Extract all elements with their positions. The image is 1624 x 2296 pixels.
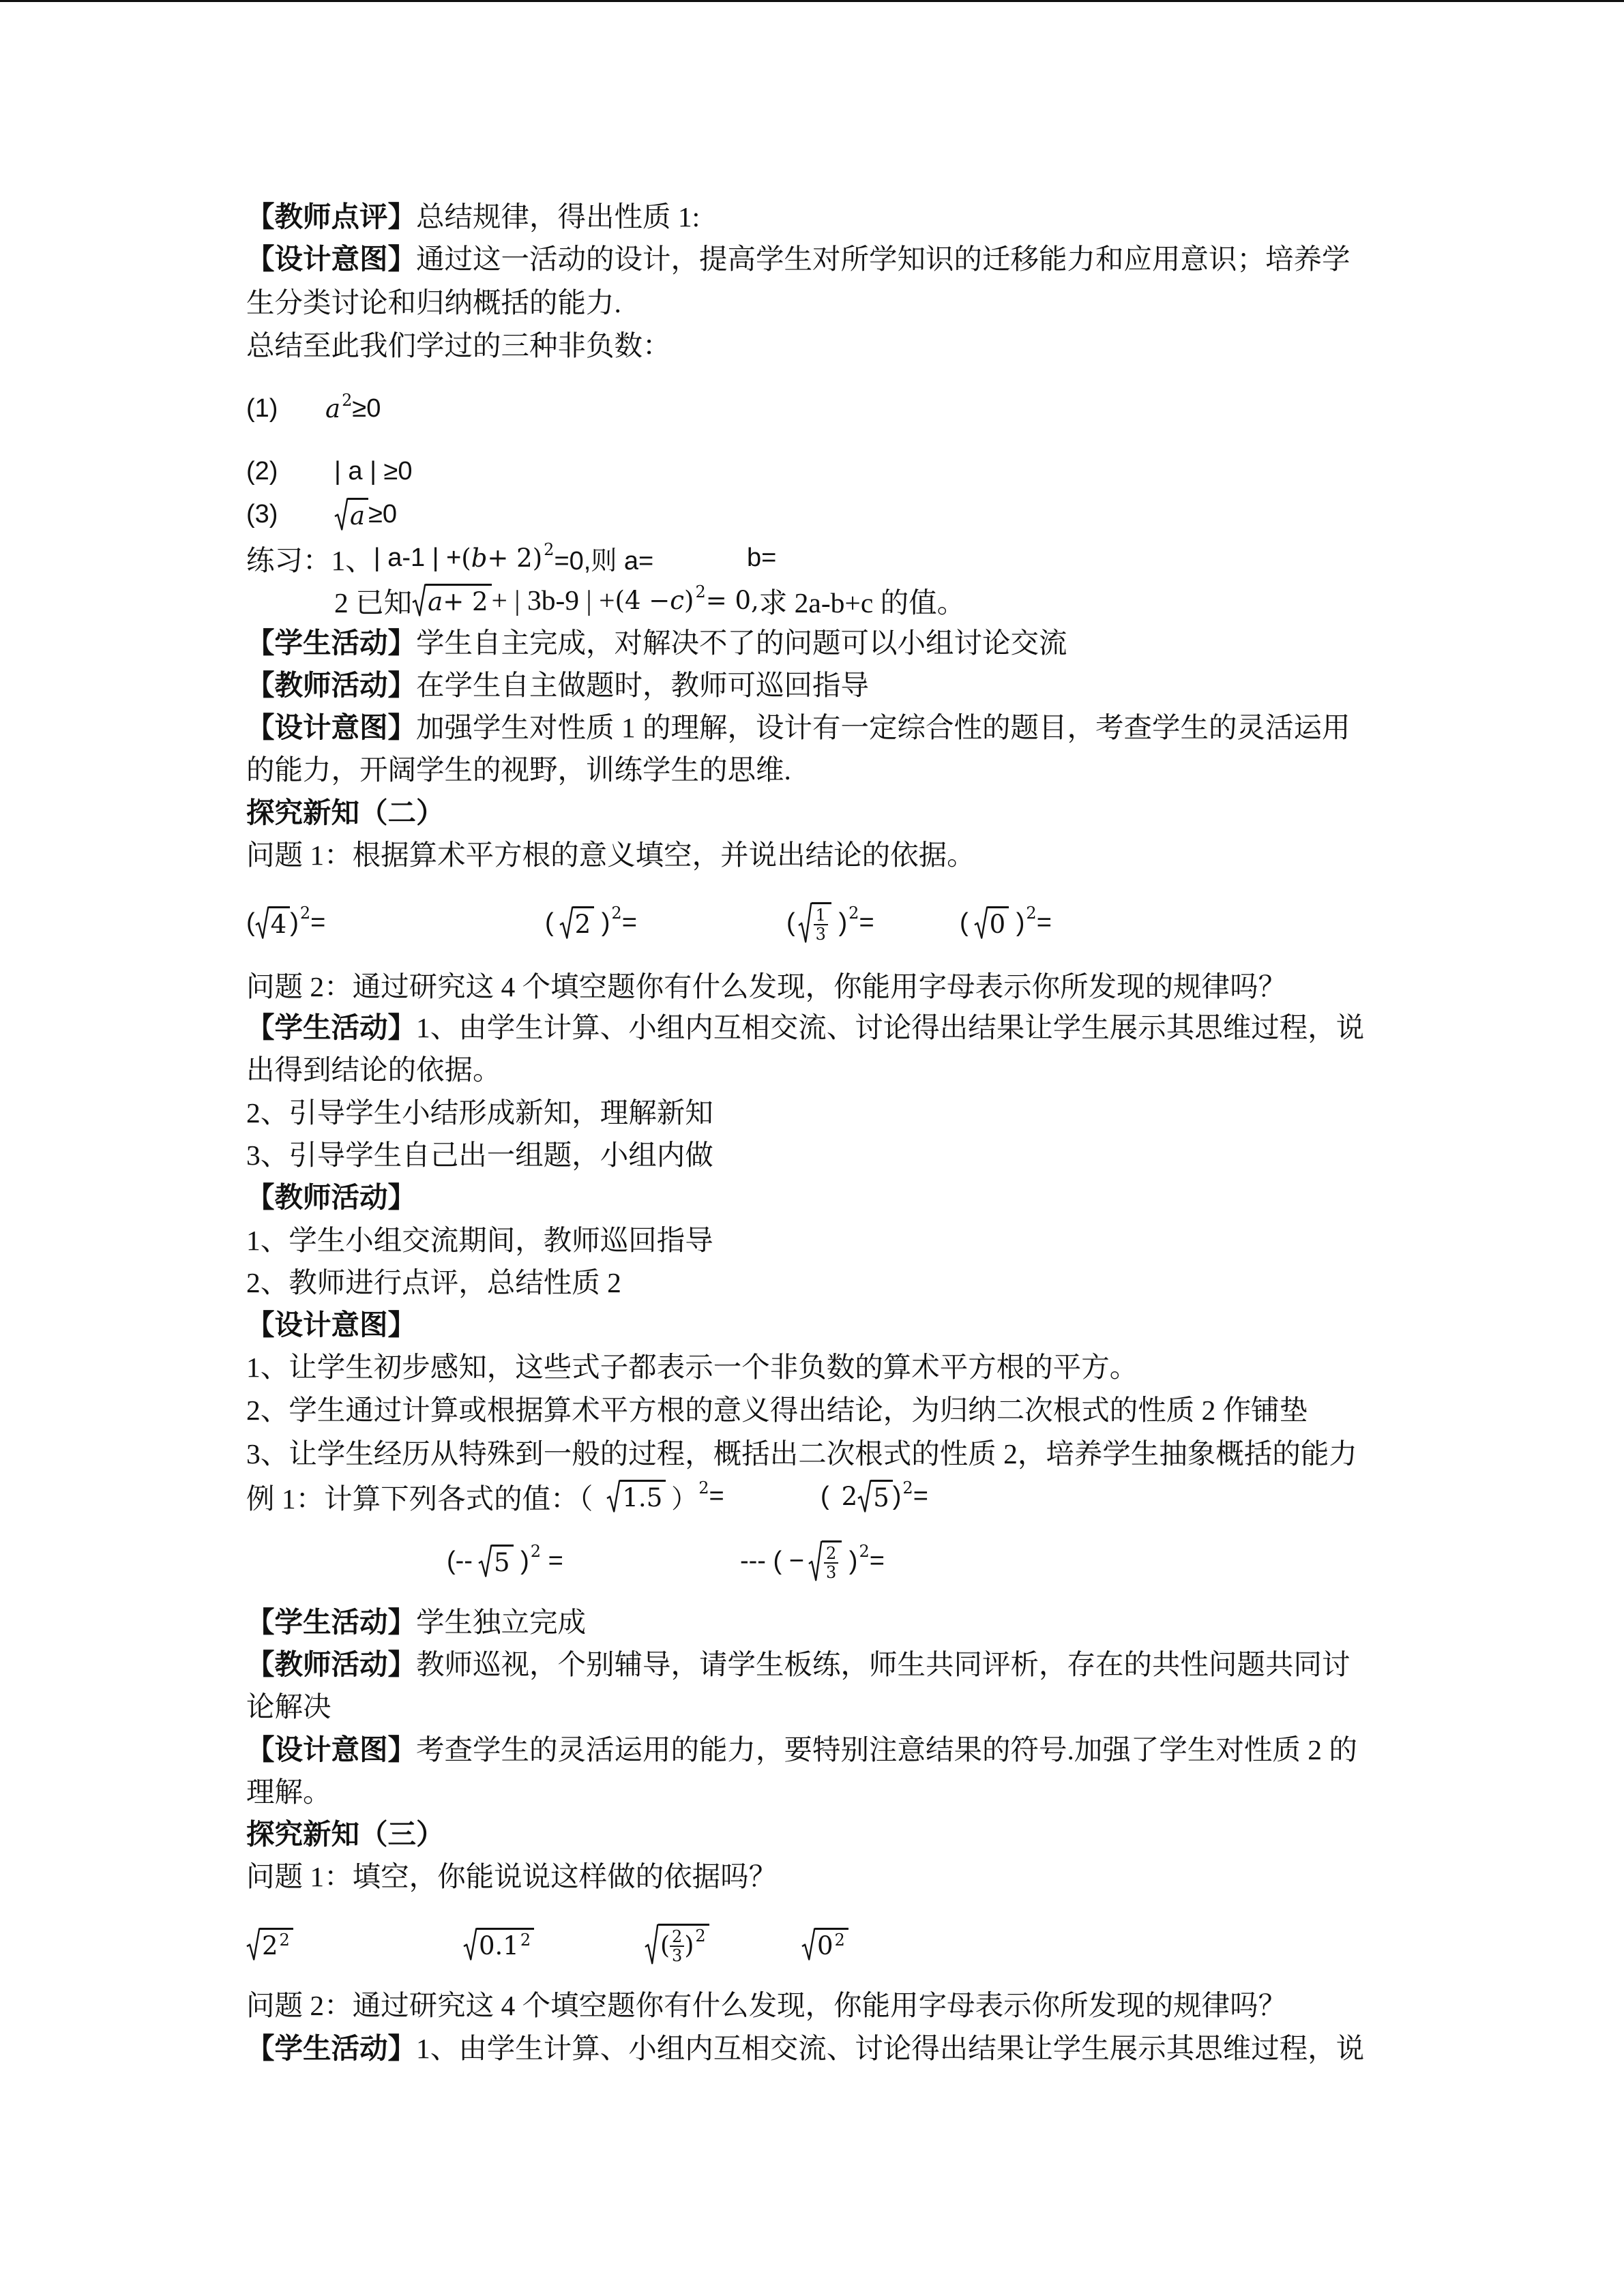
exercise-2-prefix: 2 已知	[334, 587, 413, 618]
radical	[478, 1545, 514, 1578]
radical-stroke	[799, 903, 812, 941]
exponent: 2	[279, 1930, 290, 1950]
b-blank: b=	[747, 543, 777, 572]
radical	[798, 902, 831, 944]
base: 0	[817, 1930, 833, 1960]
teacher-activity-tag: 【教师活动】	[246, 1649, 417, 1680]
radical-sign-icon	[246, 1928, 260, 1961]
radical-sign	[801, 1928, 815, 1961]
variable-a: a	[325, 393, 341, 423]
design-intent-text: 考查学生的灵活运用的能力，要特别注意结果的符号.加强了学生对性质 2 的	[416, 1734, 1357, 1765]
exponent: 2	[834, 1930, 845, 1950]
teacher-activity-line	[246, 668, 869, 702]
fill-in-expressions	[246, 899, 1406, 946]
student-activity-line	[246, 1011, 1364, 1045]
student-activity-item: 3、引导学生自己出一组题，小组内做	[246, 1139, 713, 1171]
radical-sign-icon	[808, 1540, 822, 1582]
radical-sign	[478, 1545, 492, 1578]
radical-sign	[645, 1924, 658, 1965]
design-intent-item: 1、让学生初步感知，这些式子都表示一个非负数的算术平方根的平方。	[246, 1352, 1138, 1383]
radical-sign	[974, 906, 988, 940]
design-intent-item: 3、让学生经历从特殊到一般的过程，概括出二次根式的性质 2，培养学生抽象概括的能力	[246, 1438, 1357, 1470]
teacher-activity-text: 教师巡视，个别辅导，请学生板练，师生共同评析，存在的共性问题共同讨	[416, 1649, 1350, 1680]
radical	[412, 584, 491, 617]
radical-sign-icon	[606, 1480, 620, 1513]
item-label-group	[246, 388, 278, 429]
exponent: 2	[611, 904, 622, 923]
numerator: 2	[670, 1928, 684, 1947]
teacher-activity-text: 在学生自主做题时，教师可巡回指导	[416, 670, 870, 701]
radical-sign-icon	[334, 498, 348, 531]
design-intent-tag: 【设计意图】	[246, 712, 417, 743]
radical-stroke	[256, 907, 269, 938]
student-activity-line	[246, 2031, 1364, 2066]
exercise-tail: =0,则 a=	[554, 546, 654, 576]
design-intent-line-cont	[246, 286, 621, 320]
equals: =	[1036, 908, 1052, 937]
design-intent-text: 加强学生对性质 1 的理解，设计有一定综合性的题目，考查学生的灵活运用	[416, 712, 1350, 743]
radical-stroke	[335, 498, 349, 529]
sqrt-expression-2	[463, 1920, 534, 1968]
student-activity-tag: 【学生活动】	[246, 1012, 417, 1043]
radicand: 1.5	[620, 1480, 666, 1513]
square-expression	[325, 388, 381, 429]
denominator: 3	[815, 925, 826, 944]
radicand: 5	[871, 1480, 893, 1513]
fraction	[814, 906, 828, 944]
design-intent-line	[246, 242, 1350, 276]
abs-term: + | 3b-9 | +	[491, 584, 615, 616]
design-intent-line	[246, 1733, 1357, 1767]
student-activity-line	[246, 626, 1067, 660]
equals: =	[869, 1546, 885, 1575]
radical-sign	[606, 1480, 620, 1513]
design-intent-tag: 【设计意图】	[246, 1734, 417, 1765]
radical-sign-icon	[463, 1928, 477, 1961]
variable-a: a	[428, 586, 443, 616]
exercise-2-expression	[334, 580, 965, 621]
paren-rest: + 2)	[487, 543, 543, 573]
page-top-border	[0, 0, 1624, 2]
teacher-comment-line	[246, 200, 700, 234]
item-label: (3)	[246, 499, 278, 528]
paren-open: (	[786, 908, 795, 937]
student-activity-text: 1、由学生计算、小组内互相交流、讨论得出结果让学生展示其思维过程，说	[416, 2033, 1365, 2064]
teacher-activity-line	[246, 1648, 1350, 1682]
student-activity-item: 1、由学生计算、小组内互相交流、讨论得出结果让学生展示其思维过程，说	[416, 1012, 1365, 1043]
example-expression-3	[447, 1537, 563, 1585]
paren-open: (4 −	[615, 585, 670, 615]
design-intent-text: 通过这一活动的设计，提高学生对所学知识的迁移能力和应用意识；培养学	[416, 243, 1350, 275]
paren-close: )	[513, 1546, 529, 1575]
radical-stroke	[809, 1541, 823, 1579]
example-1-row-1	[246, 1476, 1406, 1517]
radical-stroke	[858, 1480, 872, 1511]
radical-sign	[463, 1928, 477, 1961]
radicand	[812, 902, 831, 944]
exponent: 2	[695, 1926, 706, 1945]
paren-close: )	[842, 1546, 858, 1575]
radicand: 4	[269, 906, 291, 940]
exponent: 2	[530, 1542, 542, 1561]
radical-sign-icon	[801, 1928, 815, 1961]
paren-open: (	[821, 1481, 829, 1510]
radicand	[260, 1928, 293, 1961]
radical-sign-icon	[478, 1545, 492, 1578]
student-activity-item: 2、引导学生小结形成新知，理解新知	[246, 1097, 713, 1129]
design-intent-item: 2、学生通过计算或根据算术平方根的意义得出结论，为归纳二次根式的性质 2 作铺垫	[246, 1395, 1308, 1426]
example-1-row-2	[246, 1537, 1406, 1585]
design-intent-text-cont: 的能力，开阔学生的视野，训练学生的思维.	[246, 754, 791, 786]
teacher-activity-line-cont: 论解决	[246, 1691, 331, 1723]
teacher-activity-item: 1、学生小组交流期间，教师巡回指导	[246, 1225, 713, 1256]
exponent: 2	[1026, 904, 1037, 923]
student-activity-line	[246, 1605, 586, 1639]
fraction	[670, 1928, 684, 1965]
radical	[559, 906, 595, 940]
item-label-group	[246, 451, 278, 492]
radicand	[815, 1928, 848, 1961]
item-label-group	[246, 494, 278, 535]
variable-c: c	[670, 585, 684, 615]
teacher-activity-item: 2、教师进行点评，总结性质 2	[246, 1267, 621, 1298]
radicand: 2	[573, 906, 595, 940]
paren-close: )	[1009, 908, 1025, 937]
fraction	[824, 1545, 838, 1582]
radical-sign	[559, 906, 573, 940]
example-expression-4	[740, 1537, 885, 1585]
variable-b: b	[471, 543, 488, 573]
radicand	[658, 1924, 709, 1965]
paren-close: )	[831, 908, 848, 937]
radical	[255, 906, 291, 940]
fill-expression-2	[545, 899, 637, 946]
design-intent-tag: 【设计意图】	[246, 243, 417, 275]
design-intent-line-cont	[246, 753, 791, 787]
radical	[334, 498, 368, 531]
design-intent-text-cont: 生分类讨论和归纳概括的能力.	[246, 287, 621, 318]
section-heading-explore-2: 探究新知（二）	[246, 797, 445, 829]
sqrt-expression-4	[801, 1920, 848, 1968]
teacher-activity-tag: 【教师活动】	[246, 670, 417, 701]
radical-sign-icon	[645, 1924, 658, 1965]
paren-close: )	[684, 1932, 694, 1960]
exercise-2-tail: 求 2a-b+c 的值。	[758, 587, 966, 618]
exponent: 2	[299, 904, 311, 923]
student-activity-tag: 【学生活动】	[246, 2033, 417, 2064]
exercise-prefix: 练习：1、	[246, 545, 374, 576]
equals: =	[621, 908, 637, 937]
radical-stroke	[413, 584, 426, 615]
radical	[857, 1480, 893, 1513]
abs-expression	[334, 451, 413, 492]
relation: ≥0	[368, 499, 398, 528]
base: 2	[262, 1930, 278, 1960]
abs-term: | a-1 | +	[373, 543, 462, 572]
numerator: 1	[814, 906, 828, 925]
exercise-question-2	[246, 580, 1406, 621]
student-activity-tag: 【学生活动】	[246, 1607, 417, 1638]
equals-zero: = 0,	[705, 585, 759, 615]
radical-sign-icon	[255, 906, 269, 940]
radicand	[822, 1540, 842, 1582]
section-heading-explore-3: 探究新知（三）	[246, 1819, 445, 1850]
variable-a: a	[350, 501, 366, 531]
example-expression-1	[246, 1476, 724, 1517]
sqrt-expression	[334, 494, 397, 535]
paren-open: (--	[447, 1546, 473, 1575]
base: 0.1	[479, 1930, 519, 1960]
equals: =	[859, 908, 874, 937]
radical	[606, 1480, 666, 1513]
radical-stroke	[607, 1480, 621, 1511]
exponent: 2	[698, 1478, 709, 1497]
radical-stroke	[802, 1928, 816, 1959]
radical-sign-icon	[974, 906, 988, 940]
exponent: 2	[544, 540, 555, 559]
paren-open: (	[960, 908, 969, 937]
question-2: 问题 2：通过研究这 4 个填空题你有什么发现，你能用字母表示你所发现的规律吗？	[246, 1990, 1287, 2021]
radicand	[426, 584, 491, 617]
radical-sign	[857, 1480, 871, 1513]
question-1: 问题 1：填空，你能说说这样做的依据吗？	[246, 1861, 778, 1892]
fill-expression-4	[960, 899, 1052, 946]
teacher-comment-tag: 【教师点评】	[246, 201, 417, 233]
nonnegative-item-1	[246, 388, 1406, 429]
nonnegative-item-3	[246, 494, 1406, 535]
question-2: 问题 2：通过研究这 4 个填空题你有什么发现，你能用字母表示你所发现的规律吗？	[246, 971, 1287, 1002]
abs-expression-text: | a | ≥0	[334, 456, 413, 486]
radical-sign	[798, 902, 812, 944]
exponent: 2	[848, 904, 859, 923]
radical-sign	[246, 1928, 260, 1961]
exponent: 2	[520, 1930, 531, 1950]
radical-sign-icon	[559, 906, 573, 940]
item-label: (2)	[246, 456, 278, 486]
sqrt-expression-1	[246, 1920, 293, 1968]
equals: =	[310, 908, 326, 937]
paren-close: )	[892, 1481, 902, 1510]
item-label: (1)	[246, 393, 278, 423]
paren-close: ）	[671, 1485, 698, 1514]
fill-expression-1	[246, 899, 325, 946]
paren-open: --- ( −	[740, 1546, 804, 1575]
paren-open: (	[246, 908, 255, 937]
radical-sign	[255, 906, 269, 940]
radical-sign-icon	[798, 902, 812, 944]
radical-sign-icon	[412, 584, 426, 617]
sqrt-of-square-expressions	[246, 1920, 1406, 1968]
paren-open: (	[461, 543, 471, 573]
exponent: 2	[342, 391, 353, 410]
paren-open: (	[660, 1932, 670, 1960]
radicand	[348, 498, 368, 531]
teacher-comment-text: 总结规律，得出性质 1:	[416, 201, 700, 233]
radical	[645, 1924, 709, 1965]
summary-line: 总结至此我们学过的三种非负数：	[246, 330, 671, 361]
paren-open: (	[545, 908, 554, 937]
equals: =	[709, 1481, 724, 1510]
student-activity-text: 学生独立完成	[416, 1607, 587, 1638]
sqrt-expression-3	[645, 1920, 709, 1968]
b-blank-group	[747, 537, 776, 578]
radicand: 0	[988, 906, 1009, 940]
radical	[463, 1928, 534, 1961]
design-intent-line-cont: 理解。	[246, 1776, 331, 1808]
radical-sign	[334, 498, 348, 531]
radical	[808, 1540, 842, 1582]
exponent: 2	[902, 1478, 913, 1497]
design-intent-tag: 【设计意图】	[246, 1309, 417, 1341]
exercise-expression	[246, 537, 653, 578]
radical-sign	[412, 584, 426, 617]
radicand	[477, 1928, 534, 1961]
student-activity-text: 学生自主完成，对解决不了的问题可以小组讨论交流	[416, 627, 1067, 659]
radical-stroke	[464, 1928, 477, 1959]
radical-sign-icon	[857, 1480, 871, 1513]
radical-stroke	[247, 1928, 261, 1959]
radical-stroke	[479, 1545, 492, 1576]
radical	[974, 906, 1009, 940]
exponent: 2	[859, 1542, 870, 1561]
numerator: 2	[824, 1545, 838, 1564]
question-1: 问题 1：根据算术平方根的意义填空，并说出结论的依据。	[246, 839, 975, 871]
radical	[801, 1928, 848, 1961]
equals: =	[913, 1481, 928, 1510]
radical-stroke	[560, 907, 574, 938]
radical-stroke	[645, 1924, 659, 1963]
paren-close: )	[684, 585, 694, 615]
example-prefix: 例 1：计算下列各式的值：（	[246, 1483, 593, 1515]
relation: ≥0	[352, 393, 381, 423]
fill-expression-3	[786, 899, 874, 946]
design-intent-line	[246, 711, 1350, 745]
radical-sign	[808, 1540, 822, 1582]
denominator: 3	[825, 1563, 837, 1582]
denominator: 3	[672, 1946, 683, 1965]
teacher-activity-tag: 【教师活动】	[246, 1182, 417, 1213]
example-expression-2	[821, 1476, 928, 1517]
exponent: 2	[695, 582, 706, 601]
paren-close: )	[290, 908, 299, 937]
radical	[246, 1928, 293, 1961]
equals: =	[541, 1546, 563, 1575]
student-activity-tag: 【学生活动】	[246, 627, 417, 659]
coefficient: 2	[841, 1481, 858, 1511]
radical-stroke	[975, 907, 988, 938]
paren-close: )	[594, 908, 610, 937]
student-activity-item: 出得到结论的依据。	[246, 1054, 501, 1086]
exercise-question-1	[246, 537, 1406, 578]
radicand: 5	[492, 1545, 514, 1578]
nonnegative-item-2	[246, 451, 1406, 492]
radicand-rest: + 2	[443, 586, 488, 616]
